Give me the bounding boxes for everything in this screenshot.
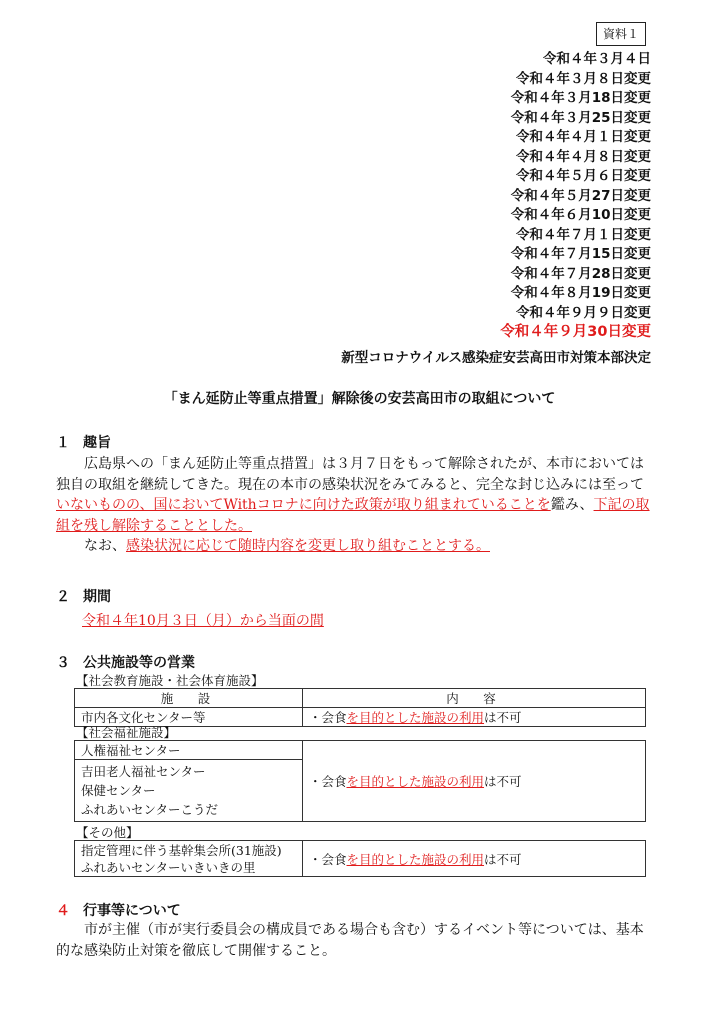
highlighted-text: いないものの、国においてWithコロナに向けた政策が取り組まれていることを <box>56 497 551 513</box>
content-cell <box>303 708 646 727</box>
section-4-body: 市が主催（市が実行委員会の構成員である場合も含む）するイベント等については、基本的な感染防止対策を徹底して開催すること。 <box>56 922 644 959</box>
revision-date: 令和４年５月６日変更 <box>516 168 651 184</box>
issuing-organization: 新型コロナウイルス感染症安芸高田市対策本部決定 <box>341 350 651 366</box>
paragraph <box>56 454 656 536</box>
revision-date: 令和４年４月８日変更 <box>516 148 651 165</box>
facility-table-other <box>74 840 646 877</box>
section-3-heading <box>56 652 195 672</box>
revision-date: 令和４年９月９日変更 <box>516 304 651 321</box>
text-run: は不可 <box>484 851 522 867</box>
facility-cell <box>75 760 303 822</box>
category-label: 【その他】 <box>76 825 139 840</box>
text-run: ・会食 <box>309 774 347 789</box>
revision-date: 令和４年６月10日変更 <box>510 207 651 223</box>
revision-date: 令和４年３月18日変更 <box>510 90 651 106</box>
column-header-content: 内 容 <box>303 689 646 708</box>
section-1-heading <box>56 432 111 452</box>
facility-cell: 市内各文化センター等 <box>75 708 303 727</box>
text-run: は不可 <box>484 710 522 725</box>
text-run: なお、 <box>84 538 126 554</box>
content-cell <box>303 841 646 877</box>
section-title: 趣旨 <box>83 435 111 451</box>
paragraph <box>56 536 656 557</box>
column-header-facility: 施 設 <box>75 689 303 708</box>
section-title: 行事等について <box>83 903 181 919</box>
revision-date: 令和４年３月８日変更 <box>516 70 651 87</box>
revision-date: 令和４年８月19日変更 <box>510 285 651 301</box>
facility-cell <box>75 841 303 877</box>
section-number: ２ <box>56 589 70 605</box>
text-run: 鑑み、 <box>550 497 594 513</box>
facility-cell: 人権福祉センター <box>75 741 303 760</box>
facility-table-education <box>74 688 646 727</box>
highlighted-text: を目的とした施設の利用 <box>346 851 485 867</box>
highlighted-text: を目的とした施設の利用 <box>346 774 485 789</box>
text-run: ・会食 <box>309 710 347 725</box>
section-2-heading <box>56 586 111 606</box>
document-title: 「まん延防止等重点措置」解除後の安芸高田市の取組について <box>163 391 556 407</box>
revision-date: 令和４年７月１日変更 <box>516 226 651 243</box>
facility-table-welfare <box>74 740 646 822</box>
text-run: 広島県への「まん延防止等重点措置」は３月７日をもって解除されたが、本市においては独自の取組を継続してきた。現在の本市の感染状況をみてみると、完全な封じ込みには至って <box>56 456 644 493</box>
section-number: １ <box>56 435 70 451</box>
highlighted-text: 下記の取組を残し解除することとした。 <box>56 497 650 534</box>
period-value: 令和４年10月３日（月）から当面の間 <box>82 613 324 629</box>
highlighted-text: を目的とした施設の利用 <box>346 710 485 725</box>
revision-date: 令和４年３月４日 <box>543 51 651 67</box>
section-title: 公共施設等の営業 <box>83 655 195 671</box>
revision-date: 令和４年３月25日変更 <box>510 109 651 126</box>
facility-name: 吉田老人福祉センター <box>81 764 206 779</box>
category-label: 【社会福祉施設】 <box>76 725 177 740</box>
facility-name: 指定管理に伴う基幹集会所(31施設) <box>81 842 282 858</box>
category-label: 【社会教育施設・社会体育施設】 <box>76 673 264 688</box>
highlighted-text: 感染状況に応じて随時内容を変更し取り組むこととする。 <box>126 538 490 554</box>
revision-date: 令和４年７月28日変更 <box>510 265 651 282</box>
section-title: 期間 <box>83 589 111 605</box>
revision-date: 令和４年７月15日変更 <box>510 246 651 262</box>
revision-date-list <box>500 50 651 343</box>
text-run: ・会食 <box>309 851 347 867</box>
document-label-box: 資料１ <box>596 22 646 46</box>
section-1-body <box>56 454 656 557</box>
text-run: は不可 <box>484 774 522 789</box>
section-4-heading <box>56 900 181 920</box>
revision-date: 令和４年５月27日変更 <box>510 187 651 204</box>
section-number: ３ <box>56 655 70 671</box>
facility-name: 保健センター <box>81 783 156 798</box>
latest-revision-date: 令和４年９月30日変更 <box>500 324 651 340</box>
section-number: ４ <box>56 903 70 919</box>
facility-name: ふれあいセンターいきいきの里 <box>81 859 256 875</box>
facility-name: ふれあいセンターこうだ <box>81 802 219 817</box>
revision-date: 令和４年４月１日変更 <box>516 129 651 145</box>
content-cell <box>303 741 646 822</box>
